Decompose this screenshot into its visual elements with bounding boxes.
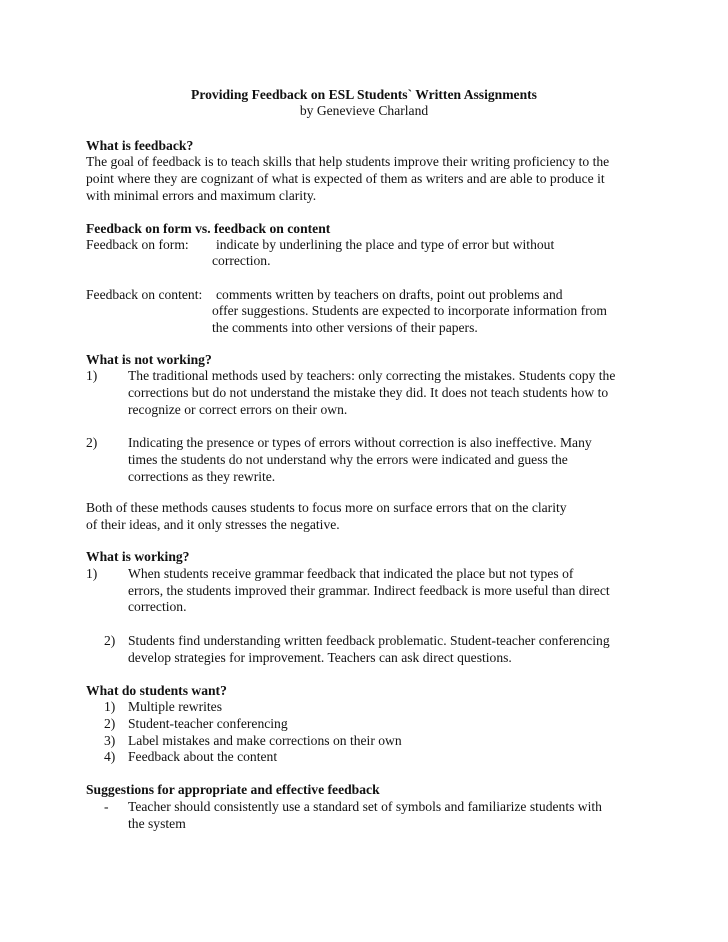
heading-what-is-feedback: What is feedback? <box>86 138 194 153</box>
list-item-line: the system <box>128 816 186 831</box>
list-item-line: correction. <box>128 599 187 614</box>
form-label: Feedback on form: <box>86 237 189 252</box>
list-item-line: corrections but do not understand the mistake they did. It does not teach students how to <box>128 385 609 400</box>
list-item-line: Indicating the presence or types of errors without correction is also ineffective. Many <box>128 435 592 450</box>
paragraph-line: Both of these methods causes students to focus more on surface errors that on the clarity <box>86 500 567 515</box>
bullet-marker: - <box>104 799 109 814</box>
content-definition-line: comments written by teachers on drafts, point out problems and <box>216 287 563 302</box>
heading-what-do-students-want: What do students want? <box>86 683 227 698</box>
list-number: 1) <box>86 566 98 581</box>
content-definition-line: the comments into other versions of their papers. <box>212 320 478 335</box>
heading-what-is-working: What is working? <box>86 549 190 564</box>
list-item-line: recognize or correct errors on their own. <box>128 402 348 417</box>
paragraph-line: The goal of feedback is to teach skills that help students improve their writing proficiency to the <box>86 154 610 169</box>
list-number: 1) <box>104 699 116 714</box>
document-byline: by Genevieve Charland <box>299 103 429 118</box>
list-item: Student-teacher conferencing <box>128 716 288 731</box>
list-item: Label mistakes and make corrections on their own <box>128 733 402 748</box>
heading-form-vs-content: Feedback on form vs. feedback on content <box>86 221 331 236</box>
list-number: 3) <box>104 733 116 748</box>
list-item: Multiple rewrites <box>128 699 223 714</box>
paragraph-line: of their ideas, and it only stresses the negative. <box>86 517 340 532</box>
list-item-line: errors, the students improved their grammar. Indirect feedback is more useful than direct <box>128 583 610 598</box>
list-item-line: The traditional methods used by teachers: only correcting the mistakes. Students copy the <box>128 368 616 383</box>
list-number: 2) <box>104 633 116 648</box>
list-item: Feedback about the content <box>128 749 278 764</box>
list-number: 2) <box>104 716 116 731</box>
list-item-line: When students receive grammar feedback that indicated the place but not types of <box>128 566 574 581</box>
list-item-line: Teacher should consistently use a standard set of symbols and familiarize students with <box>128 799 602 814</box>
list-item-line: Students find understanding written feedback problematic. Student-teacher conferencing <box>128 633 610 648</box>
list-number: 2) <box>86 435 98 450</box>
document-title: Providing Feedback on ESL Students` Written Assignments <box>191 87 537 102</box>
list-item-line: times the students do not understand why the errors were indicated and guess the <box>128 452 568 467</box>
form-definition-line: indicate by underlining the place and type of error but without <box>216 237 555 252</box>
list-item-line: corrections as they rewrite. <box>128 469 276 484</box>
heading-what-is-not-working: What is not working? <box>86 352 212 367</box>
list-item-line: develop strategies for improvement. Teachers can ask direct questions. <box>128 650 512 665</box>
content-definition-line: offer suggestions. Students are expected to incorporate information from <box>212 303 607 318</box>
paragraph-line: with minimal errors and maximum clarity. <box>86 188 317 203</box>
form-definition-line: correction. <box>212 253 271 268</box>
list-number: 4) <box>104 749 116 764</box>
heading-suggestions: Suggestions for appropriate and effective feedback <box>86 782 380 797</box>
content-label: Feedback on content: <box>86 287 203 302</box>
list-number: 1) <box>86 368 98 383</box>
paragraph-line: point where they are cognizant of what is expected of them as writers and are able to produce it <box>86 171 605 186</box>
